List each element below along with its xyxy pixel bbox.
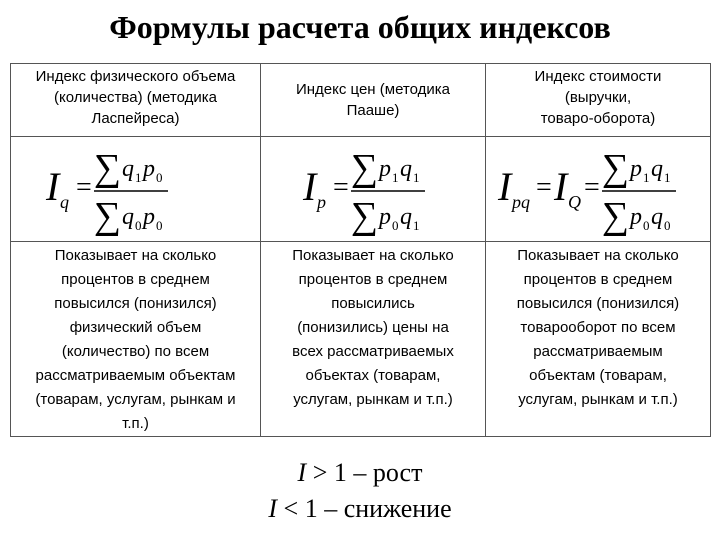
decline-rule: [0, 494, 720, 524]
header-row: [11, 64, 711, 137]
header-line: Индекс физического объема: [35, 68, 236, 85]
header-line: Ласпейреса): [91, 110, 180, 127]
denominator-q-sub: 1: [413, 218, 420, 233]
formula-cell-value: [486, 137, 711, 242]
description-line: всех рассматриваемых: [292, 343, 454, 360]
denominator-q: q: [121, 204, 134, 230]
index-symbol: I: [45, 164, 59, 209]
laspeyres-formula: [45, 144, 226, 237]
numerator-p: p: [630, 156, 642, 182]
index-symbol: I: [303, 164, 317, 209]
numerator-p: p: [379, 156, 391, 182]
index-symbol: I: [498, 164, 512, 209]
description-cell-price-index: [261, 242, 486, 437]
header-line: (количества) (методика: [54, 89, 217, 106]
denominator-p-sub: 0: [155, 218, 162, 233]
denominator-p: p: [142, 204, 155, 230]
description-cell-value-index: [486, 242, 711, 437]
page-title: Формулы расчета общих индексов: [109, 9, 611, 45]
description-line: физический объем: [69, 319, 202, 336]
sum-sign-numerator: ∑: [93, 147, 121, 189]
numerator-q: q: [651, 156, 663, 182]
equals-sign: =: [75, 172, 92, 203]
header-line: Индекс цен (методика: [295, 81, 450, 98]
sum-sign-denominator: ∑: [602, 195, 630, 237]
numerator-q: q: [121, 156, 134, 182]
header-line: товаро-оборота): [540, 110, 656, 127]
numerator-p-sub: 1: [643, 170, 650, 185]
description-line: (товарам, услугам, рынкам и: [35, 391, 236, 408]
rule-text: > 1 – рост: [306, 458, 423, 487]
sum-sign-numerator: ∑: [602, 147, 630, 189]
description-line: услугам, рынкам и т.п.): [518, 391, 678, 408]
equals-sign: =: [584, 172, 600, 203]
denominator-p-sub: 0: [392, 218, 399, 233]
rule-symbol: I: [268, 494, 278, 523]
description-line: процентов в среднем: [298, 271, 448, 288]
index-subscript: pq: [512, 192, 530, 212]
description-line: Показывает на сколько: [54, 247, 217, 264]
rule-symbol: I: [297, 458, 307, 487]
description-line: рассматриваемым объектам: [35, 367, 236, 384]
description-line: повысился (понизился): [516, 295, 680, 312]
description-line: т.п.): [122, 415, 149, 432]
sum-sign-denominator: ∑: [351, 195, 379, 237]
description-line: процентов в среднем: [61, 271, 210, 288]
alt-index-symbol: I: [554, 164, 568, 209]
formula-cell-laspeyres: [11, 137, 261, 242]
description-line: Показывает на сколько: [292, 247, 454, 264]
indices-table: [10, 63, 711, 437]
denominator-p: p: [630, 204, 642, 230]
description-line: объектам (товарам,: [529, 367, 667, 384]
denominator-q: q: [400, 204, 412, 230]
description-cell-quantity-index: [11, 242, 261, 437]
numerator-p-sub: 0: [155, 170, 162, 185]
paasche-formula: [303, 144, 443, 237]
denominator-q-sub: 0: [664, 218, 671, 233]
formula-row: [11, 137, 711, 242]
index-subscript: q: [59, 192, 69, 212]
description-line: рассматриваемым: [533, 343, 663, 360]
header-cell-value-index: [486, 64, 711, 137]
numerator-p-sub: 1: [392, 170, 399, 185]
header-line: Индекс стоимости: [534, 68, 662, 85]
value-formula: [498, 144, 698, 237]
header-cell-price-index: [261, 64, 486, 137]
description-line: процентов в среднем: [523, 271, 673, 288]
numerator-q: q: [400, 156, 412, 182]
description-line: товарооборот по всем: [520, 319, 676, 336]
index-subscript: p: [317, 192, 326, 212]
description-line: услугам, рынкам и т.п.): [293, 391, 453, 408]
denominator-p: p: [379, 204, 391, 230]
description-line: (количество) по всем: [61, 343, 210, 360]
equals-sign: =: [536, 172, 552, 203]
growth-rule: [0, 458, 720, 488]
denominator-q-sub: 0: [134, 218, 141, 233]
sum-sign-denominator: ∑: [93, 195, 121, 237]
header-cell-quantity-index: [11, 64, 261, 137]
alt-index-subscript: Q: [568, 192, 581, 212]
numerator-p: p: [142, 156, 155, 182]
description-row: [11, 242, 711, 437]
description-line: Показывает на сколько: [517, 247, 679, 264]
header-line: (выручки,: [564, 89, 632, 106]
formula-cell-paasche: [261, 137, 486, 242]
equals-sign: =: [333, 172, 349, 203]
numerator-q-sub: 1: [413, 170, 420, 185]
description-line: объектах (товарам,: [305, 367, 441, 384]
denominator-q: q: [651, 204, 663, 230]
numerator-q-sub: 1: [664, 170, 671, 185]
denominator-p-sub: 0: [643, 218, 650, 233]
description-line: (понизились) цены на: [297, 319, 449, 336]
description-line: повысился (понизился): [54, 295, 217, 312]
sum-sign-numerator: ∑: [351, 147, 379, 189]
description-line: повысились: [331, 295, 415, 312]
header-line: Пааше): [346, 102, 400, 119]
rule-text: < 1 – снижение: [277, 494, 452, 523]
numerator-q-sub: 1: [134, 170, 141, 185]
